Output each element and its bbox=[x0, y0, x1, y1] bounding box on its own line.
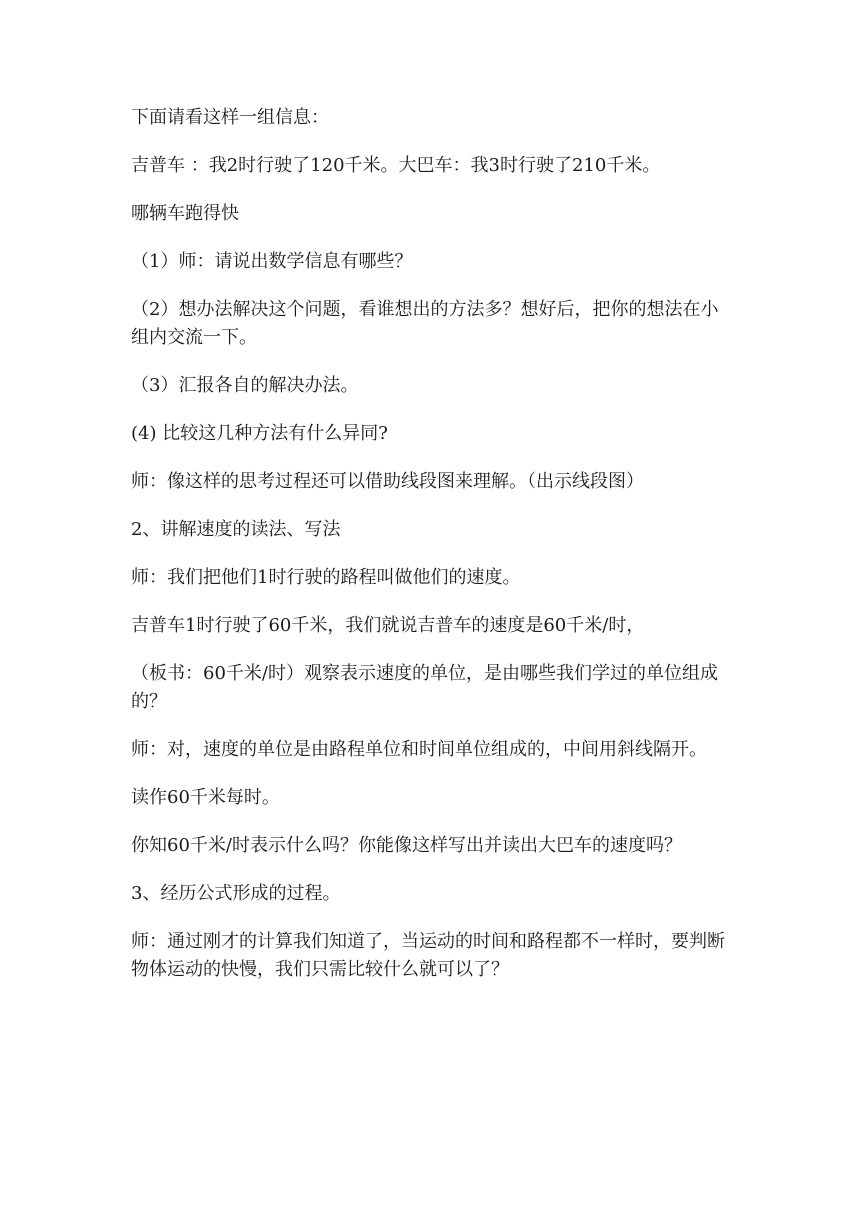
paragraph-jeep-speed: 吉普车1时行驶了60千米，我们就说吉普车的速度是60千米/时， bbox=[131, 615, 645, 636]
paragraph-formula-question: 师：通过刚才的计算我们知道了，当运动的时间和路程都不一样时，要判断物体运动的快慢，我们只需比较什么就可以了？ bbox=[131, 931, 725, 980]
paragraph-step-3: （3）汇报各自的解决办法。 bbox=[131, 375, 359, 396]
paragraph-question: 哪辆车跑得快 bbox=[131, 203, 239, 224]
section-heading-2: 2、讲解速度的读法、写法 bbox=[131, 519, 341, 540]
paragraph-intro: 下面请看这样一组信息： bbox=[131, 107, 329, 128]
paragraph-read-as: 读作60千米每时。 bbox=[131, 787, 280, 808]
paragraph-line-diagram: 师：像这样的思考过程还可以借助线段图来理解。（出示线段图） bbox=[131, 471, 644, 492]
paragraph-vehicle-info: 吉普车 ：我2时行驶了120千米。大巴车：我3时行驶了210千米。 bbox=[131, 155, 661, 176]
paragraph-step-4: (4) 比较这几种方法有什么异同? bbox=[131, 423, 388, 444]
document-body bbox=[131, 104, 731, 1004]
paragraph-unit-explanation: 师：对，速度的单位是由路程单位和时间单位组成的，中间用斜线隔开。 bbox=[131, 739, 707, 760]
paragraph-step-1: （1）师：请说出数学信息有哪些？ bbox=[131, 251, 413, 272]
paragraph-unit-question: （板书：60千米/时）观察表示速度的单位，是由哪些我们学过的单位组成的？ bbox=[131, 663, 718, 712]
paragraph-step-2: （2）想办法解决这个问题，看谁想出的方法多？想好后，把你的想法在小组内交流一下。 bbox=[131, 299, 719, 348]
section-heading-3: 3、经历公式形成的过程。 bbox=[131, 883, 341, 904]
paragraph-speed-definition: 师：我们把他们1时行驶的路程叫做他们的速度。 bbox=[131, 567, 521, 588]
paragraph-bus-question: 你知60千米/时表示什么吗？你能像这样写出并读出大巴车的速度吗？ bbox=[131, 835, 682, 856]
